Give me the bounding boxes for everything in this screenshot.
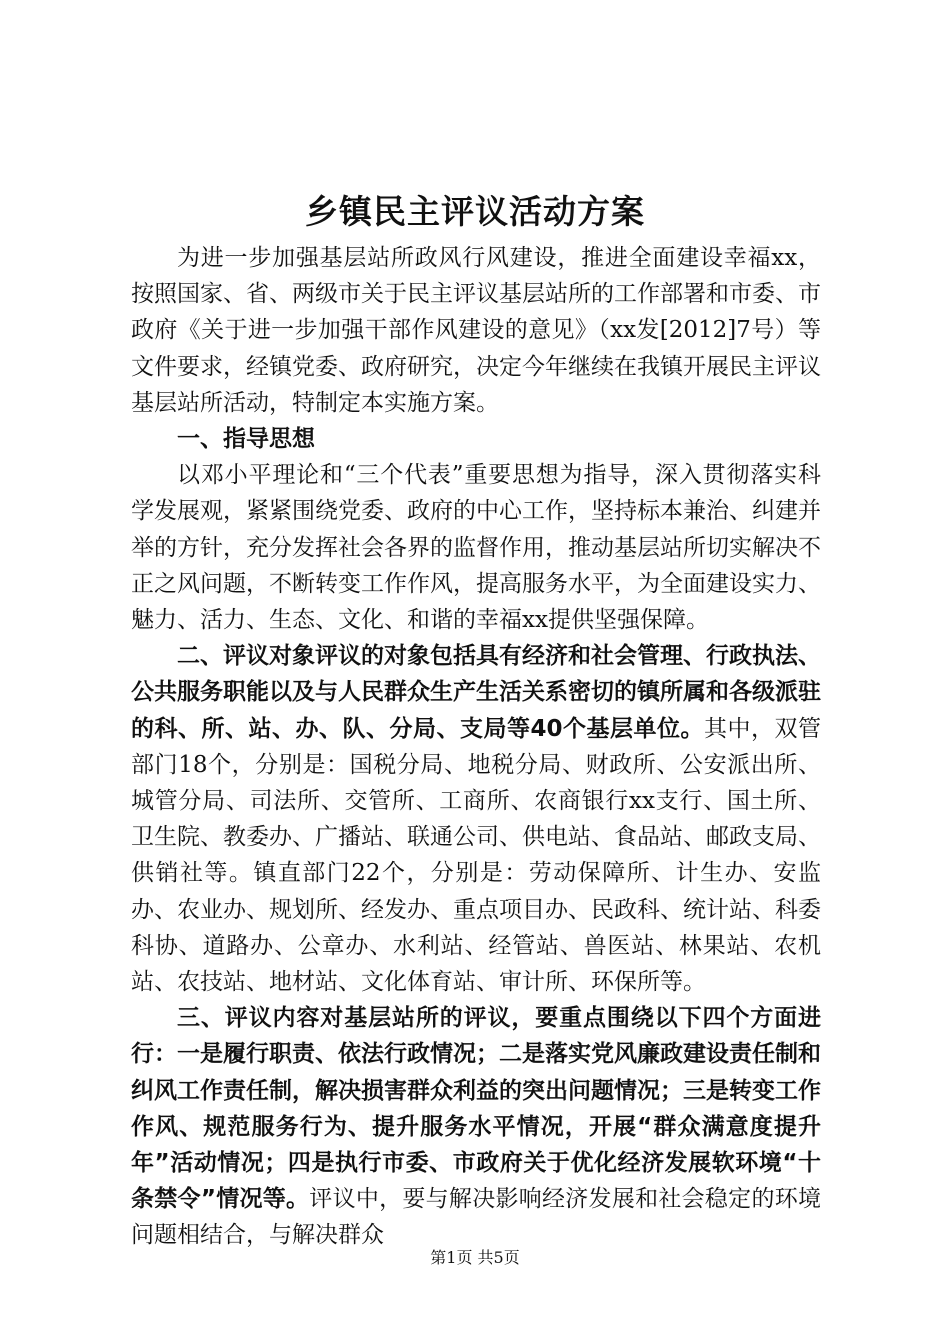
- section-heading: 三、评议内容对基层站所的评议，要重点围绕以下四个方面进行：一是履行职责、依法行政情况；二是落实党风廉政建设责任制和纠风工作责任制，解决损害群众利益的突出问题情况；三是转变工作作风、规范服务行为、提升服务水平情况，开展“群众满意度提升年”活动情况；四是执行市委、市政府关于优化经济发展软环境“十条禁令”情况等。: [131, 1005, 821, 1213]
- document-body: [131, 240, 821, 1254]
- intro-paragraph: 为进一步加强基层站所政风行风建设，推进全面建设幸福xx，按照国家、省、两级市关于民主评议基层站所的工作部署和市委、市政府《关于进一步加强干部作风建设的意见》（xx发[2012]7号）等文件要求，经镇党委、政府研究，决定今年继续在我镇开展民主评议基层站所活动，特制定本实施方案。: [131, 245, 821, 416]
- document-title: 乡镇民主评议活动方案: [305, 192, 645, 231]
- section-text: 其中，双管部门18个，分别是：国税分局、地税分局、财政所、公安派出所、城管分局、司法所、交管所、工商所、农商银行xx支行、国土所、卫生院、教委办、广播站、联通公司、供电站、食品站、邮政支局、供销社等。镇直部门22个，分别是：劳动保障所、计生办、安监办、农业办、规划所、经发办、重点项目办、民政科、统计站、科委科协、道路办、公章办、水利站、经管站、兽医站、林果站、农机站、农技站、地材站、文化体育站、审计所、环保所等。: [131, 715, 821, 996]
- page-number: 第1页 共5页: [430, 1248, 520, 1267]
- section-heading: 一、指导思想: [177, 426, 315, 453]
- section-text: 评议中，要与解决影响经济发展和社会稳定的环境问题相结合，与解决群众: [131, 1186, 821, 1249]
- section-paragraph: [131, 638, 821, 1000]
- section-paragraph: 以邓小平理论和“三个代表”重要思想为指导，深入贯彻落实科学发展观，紧紧围绕党委、政府的中心工作，坚持标本兼治、纠建并举的方针，充分发挥社会各界的监督作用，推动基层站所切实解决不正之风问题，不断转变工作作风，提高服务水平，为全面建设实力、魅力、活力、生态、文化、和谐的幸福xx提供坚强保障。: [131, 462, 821, 634]
- section-paragraph: [131, 1000, 821, 1253]
- section-heading: 二、评议对象评议的对象包括具有经济和社会管理、行政执法、公共服务职能以及与人民群众生产生活关系密切的镇所属和各级派驻的科、所、站、办、队、分局、支局等40个基层单位。: [131, 643, 821, 742]
